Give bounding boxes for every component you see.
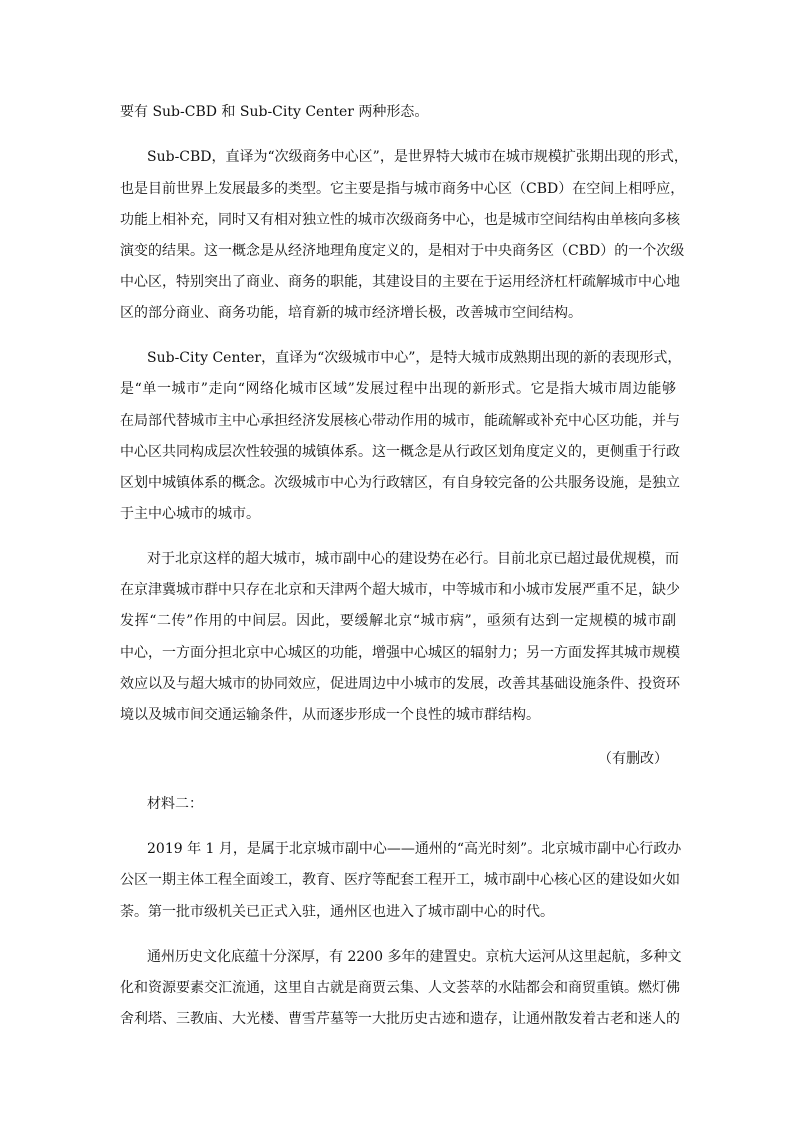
paragraph-4-line: 荼。第一批市级机关已正式入驻，通州区也进入了城市副中心的时代。 [120, 904, 554, 920]
paragraph-5-line: 舍利塔、三教庙、大光楼、曹雪芹墓等一大批历史古迹和遗存，让通州散发着古老和迷人的 [120, 1011, 680, 1027]
paragraph-1-line: 功能上相补充，同时又有相对独立性的城市次级商务中心，也是城市空间结构由单核向多核 [120, 212, 680, 228]
paragraph-2-line: 于主中心城市的城市。 [120, 506, 260, 522]
paragraph-1-line: Sub-CBD，直译为“次级商务中心区”，是世界特大城市在城市规模扩张期出现的形式， [147, 149, 688, 165]
paragraph-3-line: 在京津冀城市群中只存在北京和天津两个超大城市，中等城市和小城市发展严重不足，缺少 [120, 582, 680, 598]
paragraph-3-line: 中心，一方面分担北京中心城区的功能，增强中心城区的辐射力；另一方面发挥其城市规模 [120, 645, 680, 661]
intro-line: 要有 Sub-CBD 和 Sub-City Center 两种形态。 [120, 104, 429, 120]
paragraph-2-line: 中心区共同构成层次性较强的城镇体系。这一概念是从行政区划角度定义的，更侧重于行政 [120, 444, 680, 460]
paragraph-1-line: 区的部分商业、商务功能，培育新的城市经济增长极，改善城市空间结构。 [120, 305, 582, 321]
paragraph-3-line: 境以及城市间交通运输条件，从而逐步形成一个良性的城市群结构。 [120, 707, 540, 723]
paragraph-1-line: 演变的结果。这一概念是从经济地理角度定义的，是相对于中央商务区（CBD）的一个次级 [120, 243, 685, 259]
paragraph-3-line: 发挥“二传”作用的中间层。因此，要缓解北京“城市病”，亟须有达到一定规模的城市副 [120, 613, 676, 629]
paragraph-5-line: 化和资源要素交汇流通，这里自古就是商贾云集、人文荟萃的水陆都会和商贸重镇。燃灯佛 [120, 980, 680, 996]
paragraph-1-line: 也是目前世界上发展最多的类型。它主要是指与城市商务中心区（CBD）在空间上相呼应， [120, 181, 685, 197]
paragraph-2-line: 区划中城镇体系的概念。次级城市中心为行政辖区，有自身较完备的公共服务设施，是独立 [120, 475, 680, 491]
paragraph-5-line: 通州历史文化底蕴十分深厚，有 2200 多年的建置史。京杭大运河从这里起航，多种文 [147, 949, 682, 965]
paragraph-4-line: 2019 年 1 月，是属于北京城市副中心——通州的“高光时刻”。北京城市副中心行政办 [147, 841, 682, 857]
paragraph-1-line: 中心区，特别突出了商业、商务的职能，其建设目的主要在于运用经济杠杆疏解城市中心地 [120, 274, 680, 290]
paragraph-4-line: 公区一期主体工程全面竣工，教育、医疗等配套工程开工，城市副中心核心区的建设如火如 [120, 872, 680, 888]
paragraph-2-line: Sub-City Center，直译为“次级城市中心”，是特大城市成熟期出现的新的表现形式， [147, 350, 682, 366]
paragraph-2-line: 是“单一城市”走向“网络化城市区域”发展过程中出现的新形式。它是指大城市周边能够 [120, 381, 676, 397]
paragraph-3-line: 对于北京这样的超大城市，城市副中心的建设势在必行。目前北京已超过最优规模，而 [147, 551, 679, 567]
paragraph-2-line: 在局部代替城市主中心承担经济发展核心带动作用的城市，能疏解或补充中心区功能，并与 [120, 413, 680, 429]
source-note: （有删改） [598, 751, 668, 767]
section-heading: 材料二： [147, 796, 203, 812]
paragraph-3-line: 效应以及与超大城市的协同效应，促进周边中小城市的发展，改善其基础设施条件、投资环 [120, 676, 680, 692]
